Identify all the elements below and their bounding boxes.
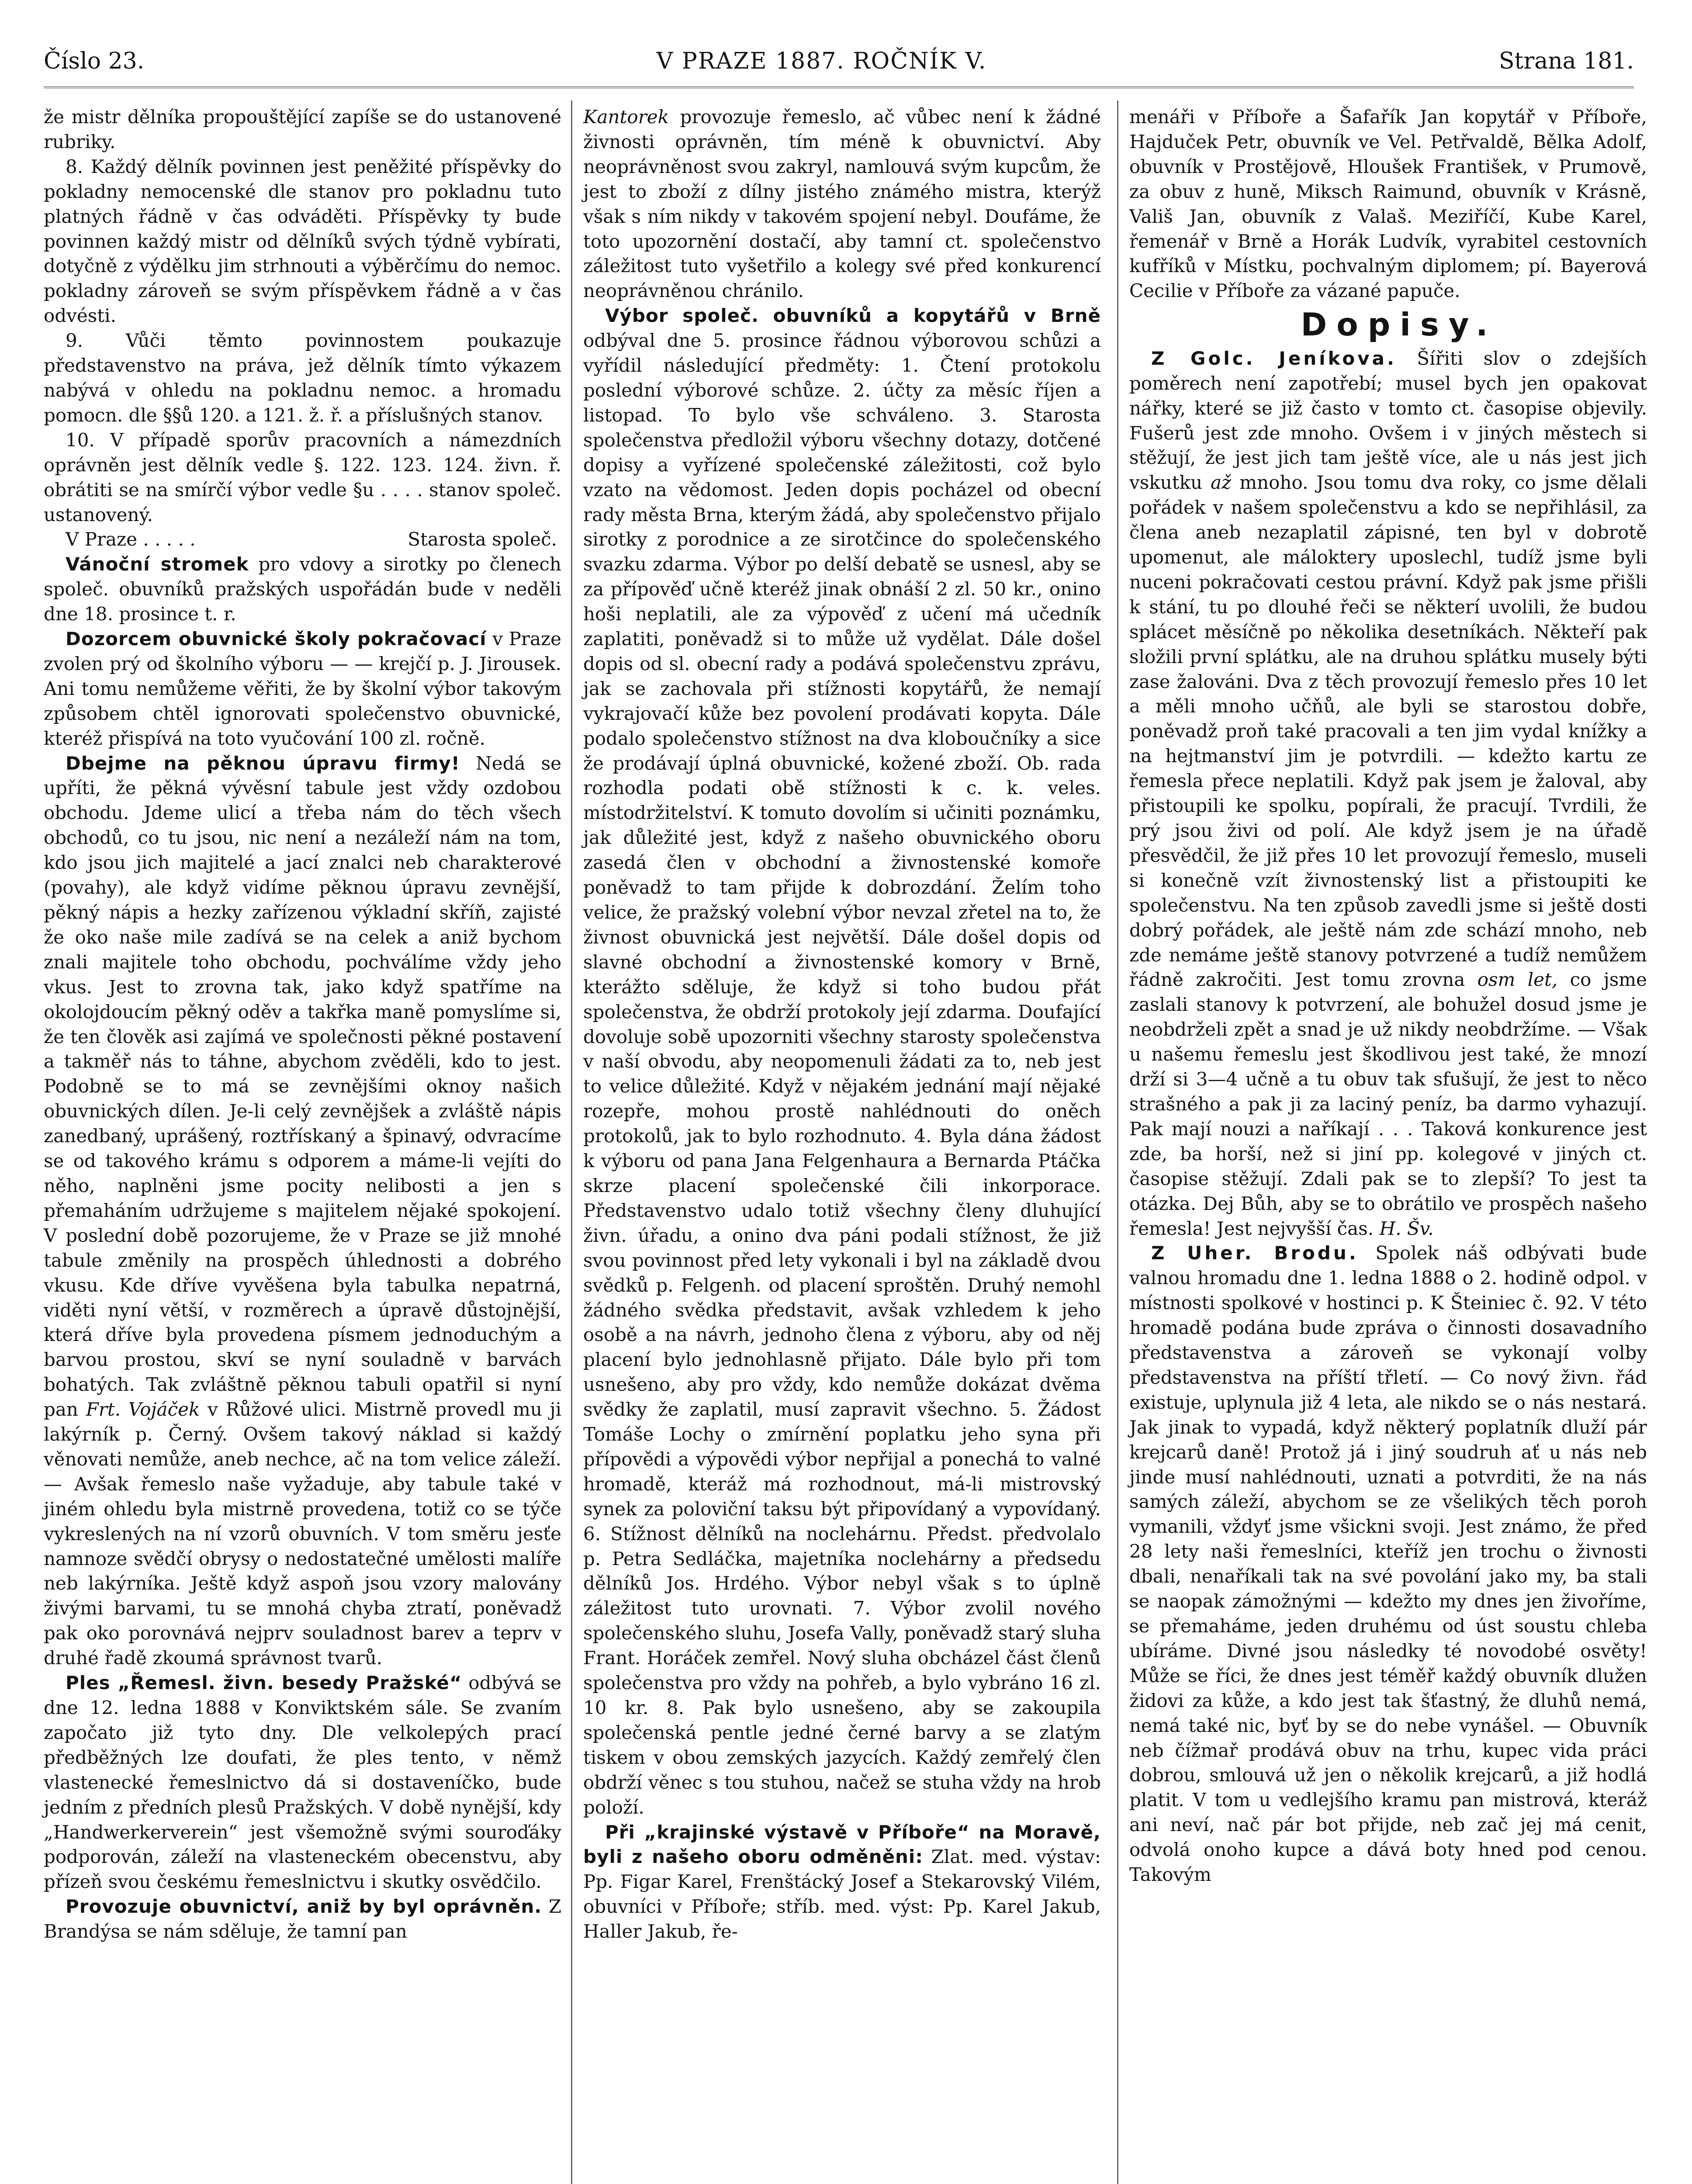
item-heading: Při „krajinské výstavě v Příboře“ na Moravě, byli z našeho oboru odměněni: xyxy=(583,1821,1101,1868)
paragraph: Kantorek provozuje řemeslo, ač vůbec není k žádné živnosti oprávněn, tím méně k obuvnictví. Aby neoprávněnost svou zakryl, namlouvá svým kupcům, že jest to zboží z dílny jistého známého mistra, kterýž však s ním nikdy v takovém spojení nebyl. Doufáme, že toto upozornění dostačí, aby tamní ct. společenstvo záležitost tuto vyšetřilo a kolegy své před konkurencí neoprávněnou chránilo. xyxy=(583,106,1101,302)
column-rule xyxy=(1117,100,1118,2184)
column-2 xyxy=(583,105,1101,1944)
news-item: Vánoční stromek pro vdovy a sirotky po členech společ. obuvníků pražských uspořádán bude v neděli dne 18. prosince t. r. xyxy=(44,553,561,625)
header-rule xyxy=(44,86,1634,88)
signature-line: V Praze . . . . . Starosta společ. xyxy=(66,529,557,550)
paragraph: 9. Vůči těmto povinnostem poukazuje představenstvo na práva, jež dělník tímto výkazem nabývá v ohledu na pokladnu nemoc. a hromadu pomocn. dle §§ů 120. a 121. ž. ř. a příslušných stanov. xyxy=(44,330,561,426)
item-heading: Z Golc. Jeníkova. xyxy=(1151,347,1397,369)
letter: Z Golc. Jeníkova. Šířiti slov o zdejších poměrech není zapotřebí; musel bych jen opakovat nářky, které se již často v tomto ct. časopise objevily. Fušerů jest zde mnoho. Ovšem i v jiných městech si stěžují, že jest jich tam ještě více, ale u nás jest jich vskutku až mnoho. Jsou tomu dva roky, co jsme dělali pořádek v našem společenstvu a kdo se nepřihlásil, za člena aneb nezaplatil zápisné, ten byl v dobrotě upomenut, ale máloktery uposlechl, tudíž jsme byli nuceni pokračovati cestou právní. Když pak jsme přišli k stání, tu po dlouhé řeči se některí uvolili, že budou splácet měsíčně po několika desetníkách. Někteří pak složili první splátku, ale na druhou splátku musely býti zase žalováni. Dva z těch provozují řemeslo přes 10 let a měli mnoho učňů, ale byli se starostou dobře, poněvadž proň také pracovali a ten jim vydal knížky a na hejtmanství jim je potvrdili. — kdežto kartu ze řemesla přece neplatili. Když pak jsem je žaloval, aby přistoupili ke spolku, popírali, že pracují. Tvrdili, že prý jsou živi od polí. Ale když jsem je na úřadě přesvědčil, že již přes 10 let provozují řemeslo, museli si konečně vzít živnostenský list a přistoupiti ke společenstvu. Na ten způsob zavedli jsme si ještě dosti dobrý pořádek, ale ještě nám zde schází mnoho, neb zde nemáme ještě stanovy potvrzené a tudíž nemůžem řádně zakročiti. Jest tomu zrovna osm let, co jsme zaslali stanovy k potvrzení, ale bohužel dosud jsme je neobdrželi zpět a snad je už nikdy neobdržíme. — Však u našemu řemeslu jest škodlivou jest také, že mnozí drží si 3—4 učně a tu obuv tak sfušují, že jest to něco strašného a pak ji za laciný peníz, ba darmo vyhazují. Pak mají nouzi a naříkají . . . Taková konkurence jest zde, ba horší, než si jiní pp. kolegové v jiných ct. časopise stěžují. Zdali pak se to zlepší? To jest ta otázka. Dej Bůh, aby se to obrátilo ve prospěch našeho řemesla! Jest nejvyšší čas. H. Šv. xyxy=(1129,347,1647,1239)
news-item: Dozorcem obuvnické školy pokračovací v Praze zvolen prý od školního výboru — — krejčí p. J. Jirousek. Ani tomu nemůžeme věřiti, že by školní výbor takovým způsobem chtěl ignorovati společenstvo obuvnické, kteréž přispívá na toto vyučování 100 zl. ročně. xyxy=(44,628,561,749)
news-item: Provozuje obuvnictví, aniž by byl oprávněn. Z Brandýsa se nám sděluje, že tamní pan xyxy=(44,1896,561,1942)
item-heading: Z Uher. Brodu. xyxy=(1151,1242,1359,1264)
column-1 xyxy=(44,105,561,1944)
column-3 xyxy=(1129,105,1647,1887)
paragraph: že mistr dělníka propouštějící zapíše se do ustanovené rubriky. xyxy=(44,106,561,152)
paragraph: 8. Každý dělník povinnen jest peněžité příspěvky do pokladny nemocenské dle stanov pro pokladnu tuto platných řádně v čas odváděti. Příspěvky ty bude povinnen každý mistr od dělníků svých týdně vybírati, dotyčně z výdělku jim strhnouti a výběrčímu do nemoc. pokladny zároveň se svým příspěvkem řádně a v čas odvésti. xyxy=(44,156,561,327)
item-heading: Vánoční stromek xyxy=(66,553,249,575)
news-item: Dbejme na pěknou úpravu firmy! Nedá se upříti, že pěkná vývěsní tabule jest vždy ozdobou obchodu. Jdeme ulicí a třeba nám do těch všech obchodů, co tu jsou, nic není a nezáleží nám na tom, kdo jsou jich majitelé a jací znalci neb charakterové (povahy), ale když vidíme pěknou úpravu zevnější, pěkný nápis a hezky zařízenou výkladní skříň, zajisté že oko naše mile zadívá se na celek a aniž bychom znali majitele toho obchodu, pochválíme vždy jeho vkus. Jest to zrovna tak, jako když spatříme na okolojdoucím pěkný oděv a takřka maně pomyslíme si, že ten člověk asi zajímá ve společnosti pěkné postavení a takměř nás to táhne, abychom zvěděli, kdo to jest. Podobně se to má se zevnějšími oknoy našich obuvnických dílen. Je-li celý zevnějšek a zvláště nápis zanedbaný, uprášený, roztřískaný a špinavý, odvracíme se od takového krámu s odporem a máme-li vejíti do něho, naplněni jsme pocity nelibosti a jen s přemaháním udržujeme s majitelem nějaké spokojení. V poslední době pozorujeme, že v Praze se již mnohé tabule změnily na prospěch úhlednosti a dobrého vkusu. Kde dříve vyvěšena byla tabulka nepatrná, viděti nyní větší, v rozměrech a úpravě důstojnější, která dříve byla provedena písmem jednoduchým a barvou prostou, skví se nyní souladně v barvách bohatých. Tak zvláštně pěknou tabuli opatřil si nyní pan Frt. Vojáček v Růžové ulici. Mistrně provedl mu ji lakýrník p. Černý. Ovšem takový náklad si každý věnovati nemůže, aneb nechce, ač na tom velice záleží. — Avšak řemeslo naše vyžaduje, aby tabule také v jiném ohledu byla mistrně provedena, totiž co se týče vykreslených na ní vzorů obuvních. V tom směru jesťe namnoze svědčí obrysy o nedostatečné umělosti malíře neb lakýrníka. Ještě když aspoň jsou vzory malovány živými barvami, tu se mnohá chyba ztratí, poněvadž pak oko porovnává nejprv souladnost barev a teprv v druhé řadě zkoumá správnost tvarů. xyxy=(44,752,561,1669)
issue-number: Číslo 23. xyxy=(44,48,145,74)
section-title: Dopisy. xyxy=(1301,306,1498,343)
news-item: Při „krajinské výstavě v Příboře“ na Moravě, byli z našeho oboru odměněni: Zlat. med. výstav: Pp. Figar Karel, Frenštácký Josef a Stekarovský Vilém, obuvníci v Příboře; stříb. med. výst: Pp. Karel Jakub, Haller Jakub, ře- xyxy=(583,1821,1101,1942)
column-rule xyxy=(571,100,572,2184)
news-item: Výbor společ. obuvníků a kopytářů v Brně odbýval dne 5. prosince řádnou výborovou schůzi a vyřídil následující předměty: 1. Čtení protokolu poslední výborové schůze. 2. účty za měsíc říjen a listopad. To bylo vše schváleno. 3. Starosta společenstva předložil výboru všechny dotazy, dotčené dopisy a vyřízené společenské záležitosti, což bylo vzato na vědomost. Jeden dopis pocházel od obecní rady města Brna, kterým žádá, aby společenstvo přijalo sirotky z porodnice a ze sirotčince do společenského svazku zdarma. Výbor po delší debatě se usnesl, aby se za přípověď učně kteréž jinak obnáší 2 zl. 50 kr., onino hoši neplatili, ale za výpověď z učení má učedník zaplatiti, poněvadž si to může už vydělat. Dále došel dopis od sl. obecní rady a podává společenstvu zprávu, jak se zachovala při stížnosti kopytářů, že nemají vykrajovačí kůže bez povolení prodávati kopyta. Dále podalo společenstvo stížnost na dva kloboučníky a sice že prodávají úplná obuvnické, kožené zboží. Ob. rada rozhodla podati obě stížnosti k c. k. veles. místodržitelství. K tomuto dovolím si učiniti poznámku, jak důležité jest, když z našeho obuvnického oboru zasedá člen v obchodní a živnostenské komoře poněvadž to tam přijde k dobrozdání. Želím toho velice, že pražský volební výbor nevzal zřetel na to, že živnost obuvnická jest největší. Dále došel dopis od slavné obchodní a živnostenské komory v Brně, kterážto sděluje, že když si toho budou přát společenstva, že obdrží protokoly její zdarma. Doufající dovoluje sobě upozorniti všechny starosty společenstva v naší obvodu, aby neopomenuli žádati za to, neb jest to velice důležité. Když v nějakém jednání mají nějaké rozepře, mohou prostě nahlédnouti do oněch protokolů, jak to bylo rozhodnuto. 4. Byla dána žádost k výboru od pana Jana Felgenhaura a Bernarda Ptáčka skrze placení společenské čili inkorporace. Představenstvo udalo totiž všechny členy dluhující živn. úřadu, a onino dva páni podali stížnost, že již svou povinnost před lety vykonali i byl na základě dvou svědků p. Felgenh. od placení sproštěn. Druhý nemohl žádného svědka představit, avšak vzhledem k jeho osobě a na návrh, jednoho člena z výboru, aby od něj placení bylo jednohlasně přijato. Dále bylo při tom usnešeno, aby pro vždy, kdo nemůže dokázat dvěma svědky že zaplatil, musí zapravit všechno. 5. Žádost Tomáše Lochy o zmírnění poplatku jeho syna při přípovědi a výpovědi výbor nepřijal a ponechá to valné hromadě, kteráž má rozhodnout, má-li mistrovský synek za poloviční taksu být připovídaný a vypovídaný. 6. Stížnost dělníků na noclehárnu. Předst. předvolalo p. Petra Sedláčka, majetníka noclehárny a předsedu dělníků Jos. Hrdého. Výbor nebyl však s to úplně záležitost tuto urovnati. 7. Výbor zvolil nového společenského sluhu, Josefa Vally, poněvadž starý sluha Frant. Horáček zemřel. Nový sluha obcházel část členů společenstva pro vždy na pohřeb, a bylo vybráno 16 zl. 10 kr. 8. Pak bylo usnešeno, aby se zakoupila společenská pentle jedné černé barvy a se zlatým tiskem v obou zemských jazycích. Každý zemřelý člen obdrží věnec s tou stuhou, načež se stuha vždy na hrob položí. xyxy=(583,305,1101,1818)
paragraph: 10. V případě sporův pracovních a námezdních oprávněn jest dělník vedle §. 122. 123. 124. živn. ř. obrátiti se na smírčí výbor vedle §u . . . . stanov společ. ustanovený. xyxy=(44,429,561,525)
page-header xyxy=(44,44,1634,79)
page-number: Strana 181. xyxy=(1498,48,1634,74)
item-heading: Dozorcem obuvnické školy pokračovací xyxy=(66,628,487,650)
news-item: Ples „Řemesl. živn. besedy Pražské“ odbývá se dne 12. ledna 1888 v Konviktském sále. Se zvaním započato již tyto dny. Dle velkolepých prací předběžných lze doufati, že ples tento, v němž vlastenecké řemeslnictvo dá si dostaveníčko, bude jedním z předních plesů Pražských. V době nynější, kdy „Handwerkerverein“ jest všemožně svými souroďáky podporován, záleží na vlasteneckém obecenstvu, aby přízeň svou českému řemeslnictvu i skutky osvědčilo. xyxy=(44,1672,562,1893)
item-heading: Provozuje obuvnictví, aniž by byl oprávněn. xyxy=(66,1896,542,1918)
paragraph: menáři v Příboře a Šafařík Jan kopytář v Příboře, Hajduček Petr, obuvník ve Vel. Petřvaldě, Bělka Adolf, obuvník v Prostějově, Hloušek František, v Prumově, za obuv z huně, Miksch Raimund, obuvník v Krásně, Vališ Jan, obuvník z Valaš. Meziříčí, Kube Karel, řemenář v Brně a Horák Ludvík, vyrabitel cestovních kufříků v Místku, pochvalným diplomem; pí. Bayerová Cecilie v Příboře za vázané papuče. xyxy=(1129,106,1647,302)
masthead-title: V PRAZE 1887. ROČNÍK V. xyxy=(656,48,987,74)
item-heading: Výbor společ. obuvníků a kopytářů v Brně xyxy=(605,305,1101,327)
letter: Z Uher. Brodu. Spolek náš odbývati bude valnou hromadu dne 1. ledna 1888 o 2. hodině odpol. v místnosti spolkové v hostinci p. K Šteiniec č. 92. V této hromadě podána bude zpráva o činnosti dosavadního představenstva a zároveň se vykonají volby představenstva na příští třletí. — Co nový živn. řád existuje, uplynula již 4 leta, ale nikdo se o nás nestará. Jak jinak to vypadá, když některý poplatník dluží pár krejcarů daně! Protož já i jiný soudruh ať u nás neb jinde musí nahlédnouti, uznati a potvrditi, že na nás samých záleží, abychom se ze všelikých těch poroh vymanili, vždyť jsme všickni svoji. Jest známo, že před 28 lety naši řemeslníci, kteříž jen trochu o živnosti dbali, nenaříkali tak na své povolání jako my, ba stali se naopak zámožnými — kdežto my dnes jen živoříme, se přemaháme, jeden druhému od úst soustu chleba ubíráme. Divné jsou následky té novodobé osvěty! Může se říci, že dnes jest téměř každý obuvník dlužen židovi za kůže, a kdo jest tak šťastný, že dluhů nemá, nemá také nic, byť by se do nebe vynášel. — Obuvník neb čížmař prodává obuv na trhu, kupec vida práci dobrou, smlouvá už jen o několik krejcarů, a již hodlá platit. V tom u vedlejšího kramu pan mistrová, kteráž ani neví, nač pár bot přijde, neb zač jej má cenit, odvolá onoho kupce a dává boty hned pod cenou. Takovým xyxy=(1129,1242,1647,1886)
item-heading: Dbejme na pěknou úpravu firmy! xyxy=(66,752,460,774)
item-heading: Ples „Řemesl. živn. besedy Pražské“ xyxy=(66,1672,462,1694)
